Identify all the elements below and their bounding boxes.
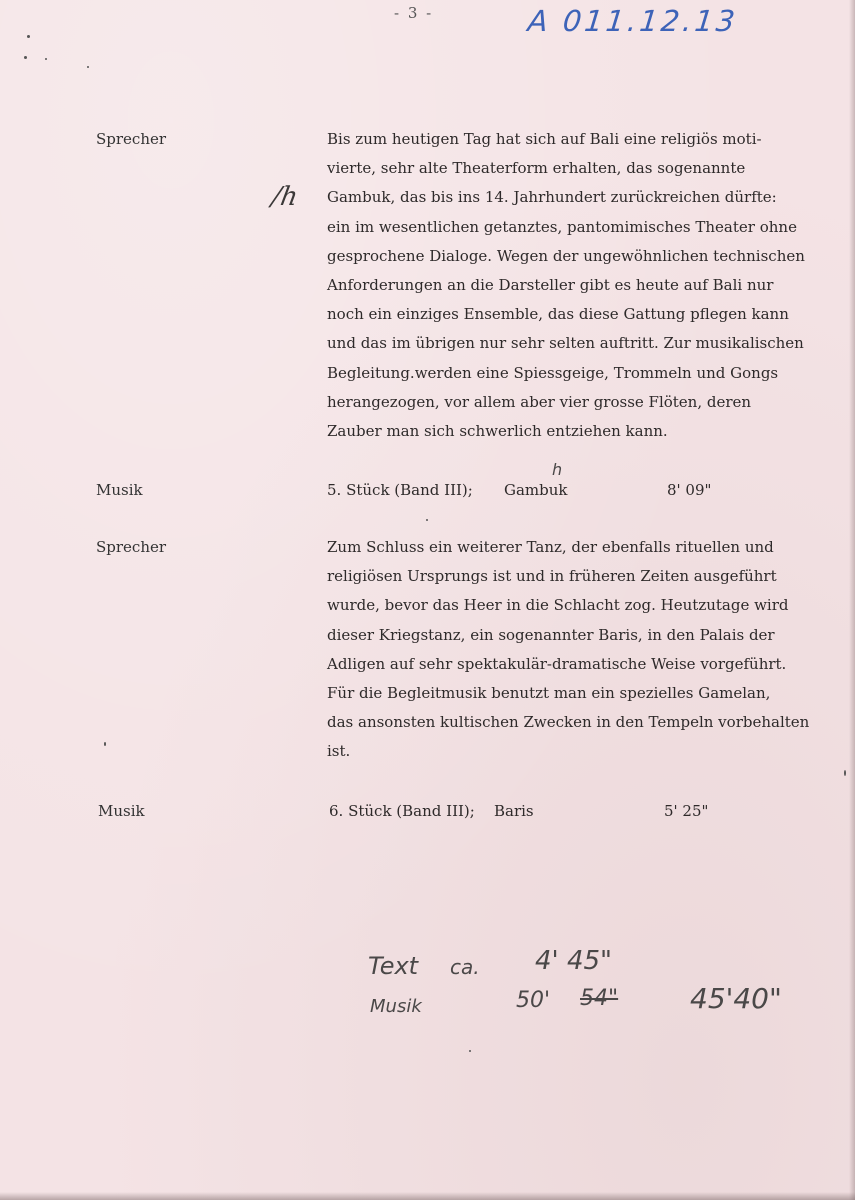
paragraph-line: herangezogen, vor allem aber vier grosse Flöten, deren [327,392,752,411]
title-correction-handwritten: h [552,460,563,479]
handwritten-music-old: 50' [516,988,551,1013]
paragraph-line: religiösen Ursprungs ist und in früheren Zeiten ausgeführt [327,567,777,586]
scan-speck [844,770,846,776]
handwritten-text-label: Text [368,952,419,980]
scan-speck [426,519,428,521]
speaker-paragraph-1 [327,125,827,446]
music-piece-title: Baris [494,802,534,820]
paragraph-line: Für die Begleitmusik benutzt man ein spezielles Gamelan, [327,684,771,703]
music-piece-number: 6. Stück (Band III); [329,802,475,820]
music-piece-number: 5. Stück (Band III); [327,481,473,499]
speaker-label: Sprecher [96,538,167,556]
paragraph-line: Zum Schluss ein weiterer Tanz, der ebenfalls rituellen und [327,538,774,556]
handwritten-approx: ca. [450,955,480,979]
margin-correction-mark: /h [269,182,301,212]
paragraph-line: das ansonsten kultischen Zwecken in den Tempeln vorbehalten [327,713,810,732]
music-piece-duration: 8' 09" [667,481,712,499]
speaker-label: Sprecher [96,130,167,148]
music-piece-title: Gambuk [504,481,568,499]
paragraph-line: dieser Kriegstanz, ein sogenannter Baris, in den Palais der [327,625,775,644]
paragraph-line: ist. [327,742,351,761]
handwritten-total: 45'40" [690,982,782,1015]
paragraph-line: wurde, bevor das Heer in die Schlacht zog. Heutzutage wird [327,596,789,615]
page-bottom-edge [0,1192,855,1200]
speaker-paragraph-2 [327,533,827,767]
scan-speck [87,66,89,68]
handwritten-music-struck: 54" [580,986,619,1011]
scan-speck [469,1050,471,1052]
page-number: - 3 - [394,4,434,22]
paragraph-line: vierte, sehr alte Theaterform erhalten, das sogenannte [327,159,746,178]
paragraph-line: ein im wesentlichen getanztes, pantomimisches Theater ohne [327,217,797,236]
paragraph-line: Adligen auf sehr spektakulär-dramatische Weise vorgeführt. [327,654,787,673]
paragraph-line: und das im übrigen nur sehr selten auftritt. Zur musikalischen [327,334,804,353]
scan-speck [24,56,27,59]
scan-speck [27,35,30,38]
music-piece-duration: 5' 25" [664,802,709,820]
music-label: Musik [98,802,145,820]
paragraph-line: gesprochene Dialoge. Wegen der ungewöhnlichen technischen [327,246,805,265]
archive-id-handwritten: A 011.12.13 [526,4,740,38]
paragraph-line: Anforderungen an die Darsteller gibt es heute auf Bali nur [327,276,774,295]
music-label: Musik [96,481,143,499]
paragraph-line: Zauber man sich schwerlich entziehen kann. [327,422,668,441]
page-edge-shadow [849,0,855,1200]
scan-speck [45,58,47,60]
handwritten-music-label: Musik [370,996,422,1017]
paragraph-line: Gambuk, das bis ins 14. Jahrhundert zurückreichen dürfte: [327,188,777,207]
handwritten-text-time: 4' 45" [535,946,612,976]
scan-speck [104,742,106,746]
paragraph-line: noch ein einziges Ensemble, das diese Gattung pflegen kann [327,305,789,324]
paragraph-line: Begleitung.werden eine Spiessgeige, Trommeln und Gongs [327,363,779,382]
paragraph-line: Bis zum heutigen Tag hat sich auf Bali eine religiös moti- [327,130,762,148]
